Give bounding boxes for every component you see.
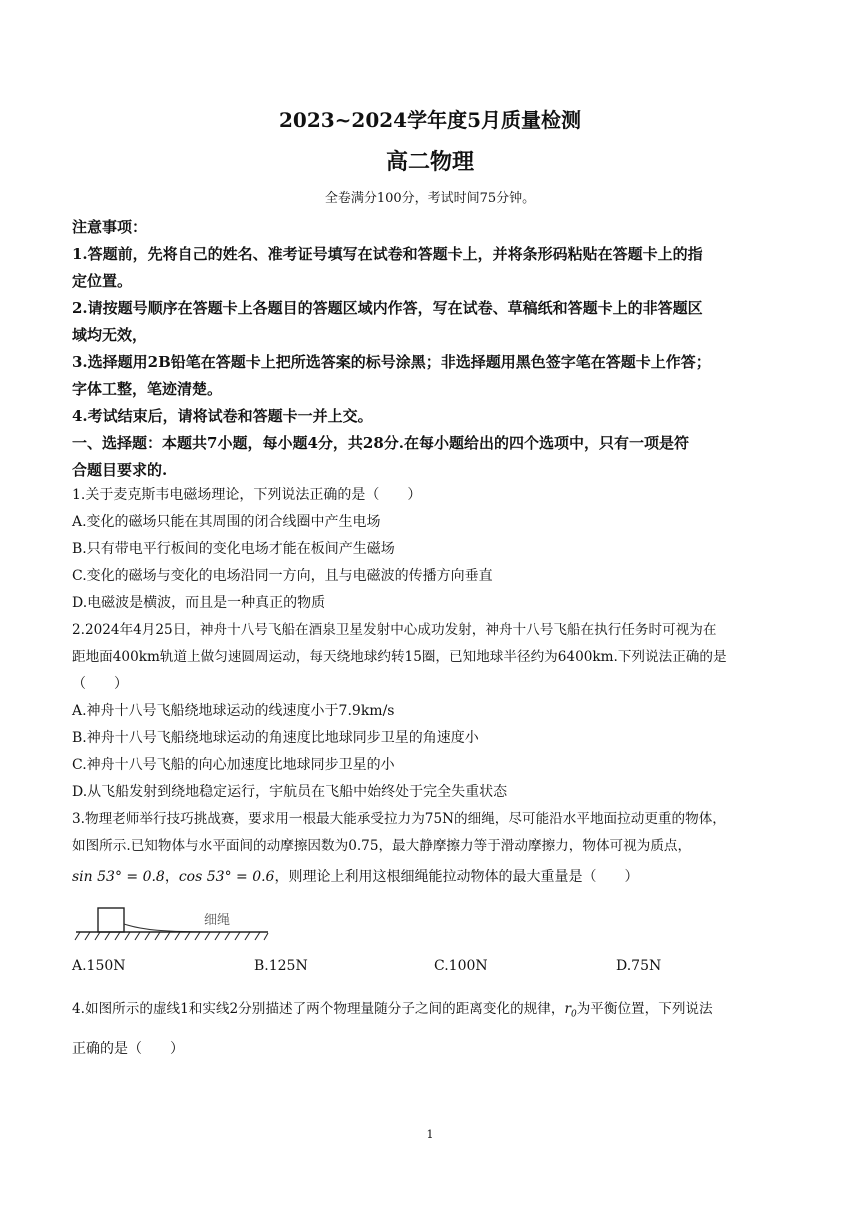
ground-hatching	[75, 932, 268, 940]
q1-option-c: C.变化的磁场与变化的电场沿同一方向，且与电磁波的传播方向垂直	[72, 568, 493, 584]
note-1-line-2: 定位置。	[72, 272, 133, 290]
rope-label: 细绳	[204, 913, 231, 928]
q3-separator: ，	[164, 869, 179, 885]
question-3	[72, 806, 792, 894]
q4-stem-line-1	[72, 992, 792, 1032]
exam-info: 全卷满分100分，考试时间75分钟。	[324, 191, 536, 206]
q2-stem-line-1: 2.2024年4月25日，神舟十八号飞船在酒泉卫星发射中心成功发射，神舟十八号飞船在执行任务时可视为在	[72, 622, 717, 638]
q2-option-a: A.神舟十八号飞船绕地球运动的线速度小于7.9km/s	[72, 703, 395, 719]
q4-r0-symbol	[564, 1001, 577, 1020]
subject-title: 高二物理	[385, 149, 474, 175]
q1-option-b: B.只有带电平行板间的变化电场才能在板间产生磁场	[72, 541, 395, 557]
q3-option-b: B.125N	[254, 958, 308, 974]
page-number: 1	[426, 1128, 434, 1141]
q4-stem-part-1: 4.如图所示的虚线1和实线2分别描述了两个物理量随分子之间的距离变化的规律，	[72, 1001, 565, 1017]
q2-stem-line-3: （ ）	[72, 676, 128, 692]
q3-sin-value: sin 53° = 0.8	[72, 869, 165, 885]
section-1-line-2: 合题目要求的.	[72, 461, 168, 479]
q3-stem-tail: ，则理论上利用这根细绳能拉动物体的最大重量是（ ）	[274, 869, 639, 885]
note-1-line-1: 1.答题前，先将自己的姓名、准考证号填写在试卷和答题卡上，并将条形码粘贴在答题卡上的指	[72, 245, 703, 263]
q3-stem-line-2: 如图所示.已知物体与水平面间的动摩擦因数为0.75，最大静摩擦力等于滑动摩擦力，物体可视为质点，	[72, 838, 692, 854]
exam-title: 2023~2024学年度5月质量检测	[278, 108, 581, 132]
q1-option-d: D.电磁波是横波，而且是一种真正的物质	[72, 595, 326, 611]
question-1	[72, 482, 792, 617]
q1-option-a: A.变化的磁场只能在其周围的闭合线圈中产生电场	[72, 514, 381, 530]
note-3-line-1: 3.选择题用2B铅笔在答题卡上把所选答案的标号涂黑；非选择题用黑色签字笔在答题卡上作答；	[72, 353, 711, 371]
q2-option-d: D.从飞船发射到绕地稳定运行，宇航员在飞船中始终处于完全失重状态	[72, 784, 508, 800]
q2-option-b: B.神舟十八号飞船绕地球运动的角速度比地球同步卫星的角速度小	[72, 730, 479, 746]
notes-heading: 注意事项：	[72, 218, 148, 236]
rope-box-figure	[72, 900, 272, 948]
q1-stem: 1.关于麦克斯韦电磁场理论，下列说法正确的是（ ）	[72, 487, 422, 503]
note-4: 4.考试结束后，请将试卷和答题卡一并上交。	[72, 407, 373, 425]
q2-stem-line-2: 距地面400km轨道上做匀速圆周运动，每天绕地球约转15圈，已知地球半径约为6400km.下列说法正确的是	[72, 649, 727, 665]
question-4	[72, 992, 792, 1066]
q3-stem-line-3	[72, 860, 792, 894]
r0-subscript: 0	[570, 1009, 577, 1020]
q2-option-c: C.神舟十八号飞船的向心加速度比地球同步卫星的小	[72, 757, 395, 773]
q3-options	[72, 958, 792, 982]
q3-option-a: A.150N	[72, 958, 126, 974]
note-2-line-2: 域均无效，	[72, 326, 148, 344]
note-2-line-1: 2.请按题号顺序在答题卡上各题目的答题区域内作答，写在试卷、草稿纸和答题卡上的非答题区	[72, 299, 703, 317]
box-shape	[98, 908, 124, 932]
note-3-line-2: 字体工整，笔迹清楚。	[72, 380, 223, 398]
r-symbol: r	[564, 1001, 571, 1017]
q3-stem-line-1: 3.物理老师举行技巧挑战赛，要求用一根最大能承受拉力为75N的细绳，尽可能沿水平地面拉动更重的物体，	[72, 811, 726, 827]
section-1-line-1: 一、选择题：本题共7小题，每小题4分，共28分.在每小题给出的四个选项中，只有一项是符	[72, 434, 689, 452]
q4-stem-part-2: 为平衡位置，下列说法	[576, 1001, 713, 1017]
q3-option-c: C.100N	[434, 958, 488, 974]
notes-section	[72, 214, 792, 484]
question-2	[72, 617, 792, 806]
q4-stem-line-2: 正确的是（ ）	[72, 1040, 184, 1057]
q3-cos-value: cos 53° = 0.6	[178, 869, 275, 885]
q3-option-d: D.75N	[616, 958, 662, 974]
